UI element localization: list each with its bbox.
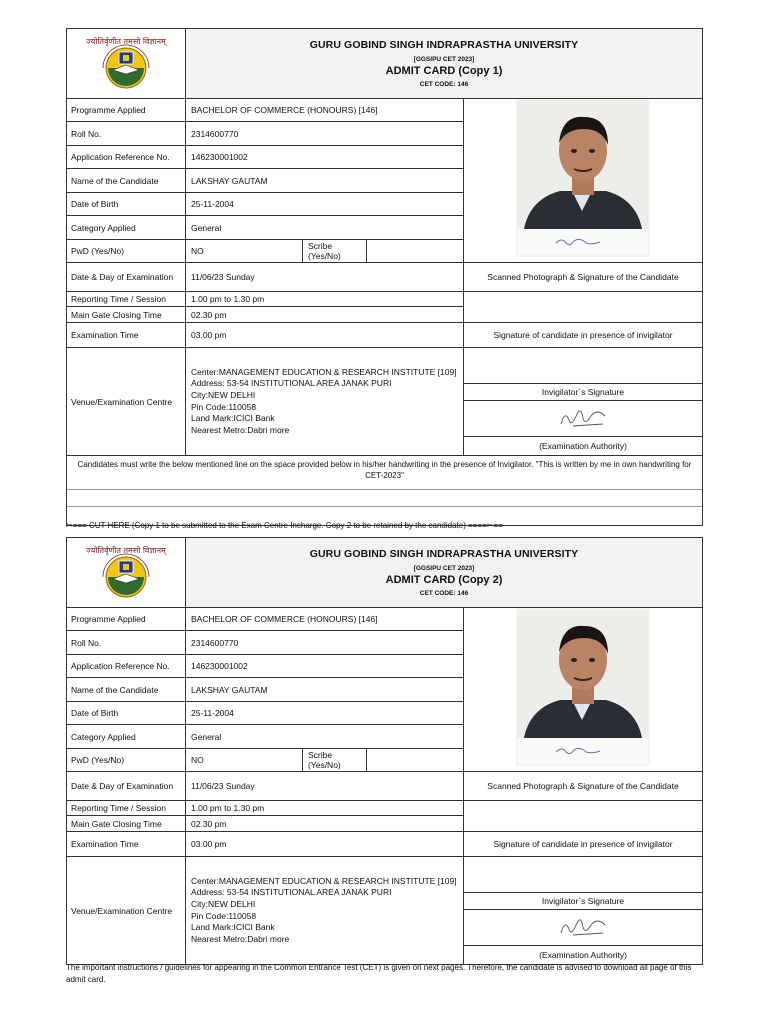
candidate-photo	[464, 608, 702, 772]
university-emblem-icon	[83, 32, 169, 96]
venue-line: Nearest Metro:Dabri more	[191, 424, 290, 435]
invigilator-sig-label: Invigilator`s Signature	[464, 893, 702, 910]
label-roll: Roll No.	[67, 631, 186, 655]
university-emblem-icon	[83, 541, 169, 605]
university-name: GURU GOBIND SINGH INDRAPRASTHA UNIVERSITY	[309, 548, 579, 560]
blank-sig-space	[464, 857, 702, 893]
invigilator-signature-icon	[553, 915, 613, 941]
label-pwd: PwD (Yes/No)	[67, 240, 186, 263]
scribe-cell	[303, 240, 464, 263]
handwriting-line-1	[67, 489, 702, 490]
label-scribe: Scribe (Yes/No)	[303, 240, 367, 262]
candidate-details-table	[67, 608, 702, 964]
handwriting-instruction: Candidates must write the below mentioned line on the space provided below in his/her handwriting in the presence of Invigilator. "This is written by me in own handwriting for CET-2023"	[77, 460, 692, 480]
invigilator-sig-label: Invigilator`s Signature	[464, 384, 702, 401]
value-appref: 146230001002	[186, 146, 464, 169]
label-gate: Main Gate Closing Time	[67, 307, 186, 323]
candidate-details-table	[67, 99, 702, 455]
sig-presence-invigilator: Signature of candidate in presence of invigilator	[464, 323, 702, 348]
candidate-photo-icon	[516, 608, 650, 766]
label-name: Name of the Candidate	[67, 169, 186, 193]
label-exam-date: Date & Day of Examination	[67, 263, 186, 292]
label-dob: Date of Birth	[67, 193, 186, 216]
label-appref: Application Reference No.	[67, 655, 186, 678]
value-reporting: 1.00 pm to 1.30 pm	[186, 292, 464, 307]
label-gate: Main Gate Closing Time	[67, 816, 186, 832]
value-exam-time: 03.00 pm	[186, 832, 464, 857]
value-programme: BACHELOR OF COMMERCE (HONOURS) [146]	[186, 99, 464, 122]
logo-motto: ज्योतिर्वृणीत तमसो विज्ञानम्	[86, 545, 166, 555]
header-title-block	[186, 29, 702, 98]
label-exam-time: Examination Time	[67, 323, 186, 348]
value-category: General	[186, 725, 464, 749]
footer-note: The important instructions / guidelines for appearing in the Common Entrance Test (CET) is given on next pages. Therefore, the candidate is advised to download all page of this admit card.	[66, 963, 692, 984]
value-exam-date: 11/06/23 Sunday	[186, 772, 464, 801]
university-logo	[67, 29, 186, 98]
label-reporting: Reporting Time / Session	[67, 292, 186, 307]
label-appref: Application Reference No.	[67, 146, 186, 169]
venue-line: Pin Code:110058	[191, 910, 257, 921]
value-reporting: 1.00 pm to 1.30 pm	[186, 801, 464, 816]
invigilator-signature-icon	[553, 406, 613, 432]
scribe-cell	[303, 749, 464, 772]
value-category: General	[186, 216, 464, 240]
label-scribe: Scribe (Yes/No)	[303, 749, 367, 771]
venue-line: Address: 53-54 INSTITUTIONAL AREA JANAK PURI	[191, 887, 392, 898]
card-header	[67, 538, 702, 608]
venue-line: Address: 53-54 INSTITUTIONAL AREA JANAK PURI	[191, 378, 392, 389]
photo-caption: Scanned Photograph & Signature of the Candidate	[464, 772, 702, 801]
invigilator-sig-space	[464, 401, 702, 437]
exam-authority-label: (Examination Authority)	[539, 950, 627, 960]
invigilator-block	[464, 348, 702, 455]
value-name: LAKSHAY GAUTAM	[186, 169, 464, 193]
value-roll: 2314600770	[186, 122, 464, 146]
label-exam-time: Examination Time	[67, 832, 186, 857]
blank-sig-space	[464, 348, 702, 384]
admit-card-title: ADMIT CARD (Copy 2)	[385, 574, 503, 586]
candidate-photo	[464, 99, 702, 263]
label-pwd: PwD (Yes/No)	[67, 749, 186, 772]
label-roll: Roll No.	[67, 122, 186, 146]
venue-line: Land Mark:ICICI Bank	[191, 413, 275, 424]
cut-here-line: ✂=== CUT HERE (Copy 1 to be submitted to the Exam Centre Incharge. Copy 2 to be retained by the candidate) ====✂==	[66, 521, 503, 530]
photo-caption: Scanned Photograph & Signature of the Candidate	[464, 263, 702, 292]
value-roll: 2314600770	[186, 631, 464, 655]
logo-motto: ज्योतिर्वृणीत तमसो विज्ञानम्	[86, 36, 166, 46]
label-name: Name of the Candidate	[67, 678, 186, 702]
venue-line: Center:MANAGEMENT EDUCATION & RESEARCH INSTITUTE [109]	[191, 366, 457, 377]
value-appref: 146230001002	[186, 655, 464, 678]
label-dob: Date of Birth	[67, 702, 186, 725]
exam-tag: [GGSIPU CET 2023]	[413, 565, 475, 572]
handwriting-line-2	[67, 506, 702, 507]
venue-line: City:NEW DELHI	[191, 898, 256, 909]
cet-code: CET CODE: 146	[419, 81, 469, 88]
admit-card-copy-1	[66, 28, 703, 526]
card-header	[67, 29, 702, 99]
admit-card-title: ADMIT CARD (Copy 1)	[385, 65, 503, 77]
venue-line: Pin Code:110058	[191, 401, 257, 412]
sig-presence-invigilator: Signature of candidate in presence of invigilator	[464, 832, 702, 857]
label-category: Category Applied	[67, 725, 186, 749]
value-pwd: NO	[186, 749, 303, 772]
value-name: LAKSHAY GAUTAM	[186, 678, 464, 702]
value-pwd: NO	[186, 240, 303, 263]
venue-line: Nearest Metro:Dabri more	[191, 933, 290, 944]
venue-line: Center:MANAGEMENT EDUCATION & RESEARCH INSTITUTE [109]	[191, 875, 457, 886]
invigilator-sig-space	[464, 910, 702, 946]
value-venue	[186, 348, 464, 455]
label-programme: Programme Applied	[67, 608, 186, 631]
venue-line: Land Mark:ICICI Bank	[191, 922, 275, 933]
value-venue	[186, 857, 464, 964]
label-reporting: Reporting Time / Session	[67, 801, 186, 816]
value-gate: 02.30 pm	[186, 307, 464, 323]
label-venue: Venue/Examination Centre	[67, 857, 186, 964]
value-programme: BACHELOR OF COMMERCE (HONOURS) [146]	[186, 608, 464, 631]
blank-side-cell	[464, 292, 702, 323]
candidate-photo-icon	[516, 99, 650, 257]
value-dob: 25-11-2004	[186, 702, 464, 725]
university-logo	[67, 538, 186, 607]
handwriting-instruction-block	[67, 455, 702, 525]
cet-code: CET CODE: 146	[419, 590, 469, 597]
label-category: Category Applied	[67, 216, 186, 240]
value-gate: 02.30 pm	[186, 816, 464, 832]
label-exam-date: Date & Day of Examination	[67, 772, 186, 801]
header-title-block	[186, 538, 702, 607]
invigilator-block	[464, 857, 702, 964]
value-dob: 25-11-2004	[186, 193, 464, 216]
exam-tag: [GGSIPU CET 2023]	[413, 56, 475, 63]
university-name: GURU GOBIND SINGH INDRAPRASTHA UNIVERSITY	[309, 39, 579, 51]
label-venue: Venue/Examination Centre	[67, 348, 186, 455]
venue-line: City:NEW DELHI	[191, 389, 256, 400]
blank-side-cell	[464, 801, 702, 832]
value-exam-date: 11/06/23 Sunday	[186, 263, 464, 292]
admit-card-copy-2	[66, 537, 703, 965]
label-programme: Programme Applied	[67, 99, 186, 122]
value-exam-time: 03.00 pm	[186, 323, 464, 348]
exam-authority-label: (Examination Authority)	[539, 441, 627, 451]
